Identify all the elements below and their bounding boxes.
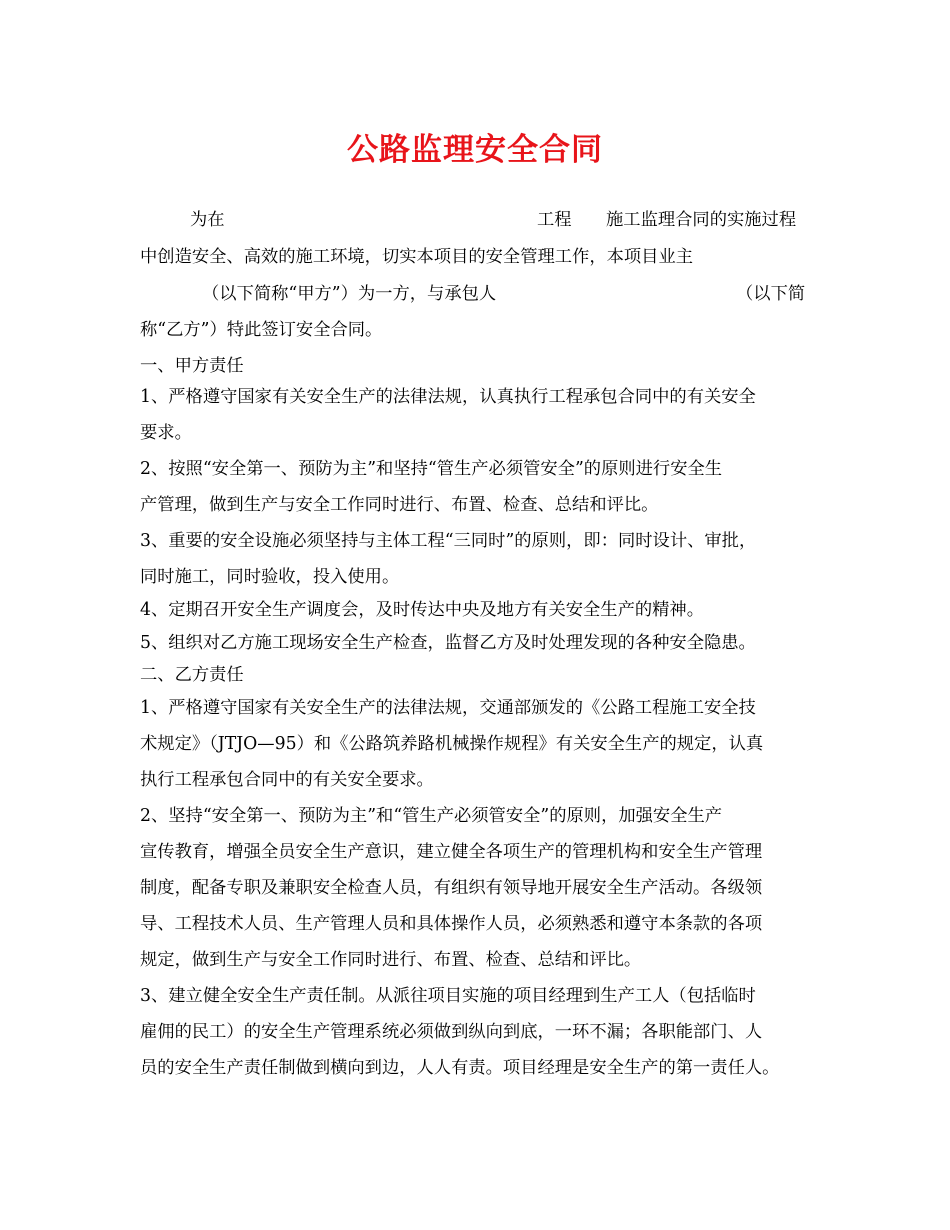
intro-line-2: 中创造安全、高效的施工环境，切实本项目的安全管理工作，本项目业主 bbox=[140, 247, 694, 267]
paragraph-line: 3、建立健全安全生产责任制。从派往项目实施的项目经理到生产工人（包括临时 bbox=[140, 986, 756, 1006]
intro-text: （以下简称“甲方”）为一方，与承包人 bbox=[202, 284, 497, 304]
intro-line-4: 称“乙方”）特此签订安全合同。 bbox=[140, 320, 383, 340]
paragraph-line: 制度，配备专职及兼职安全检查人员，有组织有领导地开展安全生产活动。各级领 bbox=[140, 878, 763, 898]
paragraph-line: 2、坚持“安全第一、预防为主”和“管生产必须管安全”的原则，加强安全生产 bbox=[140, 806, 723, 826]
intro-text: 施工监理合同的实施过程 bbox=[606, 210, 797, 230]
paragraph-line: 4、定期召开安全生产调度会，及时传达中央及地方有关安全生产的精神。 bbox=[140, 600, 704, 620]
paragraph-line: 5、组织对乙方施工现场安全生产检查，监督乙方及时处理发现的各种安全隐患。 bbox=[140, 633, 756, 653]
paragraph-line: 术规定》（JTJO—95）和《公路筑养路机械操作规程》有关安全生产的规定，认真 bbox=[140, 734, 764, 754]
intro-text: （以下简 bbox=[736, 284, 806, 304]
paragraph-line: 要求。 bbox=[140, 423, 192, 443]
paragraph-line: 2、按照“安全第一、预防为主”和坚持“管生产必须管安全”的原则进行安全生 bbox=[140, 459, 723, 479]
intro-text: 工程 bbox=[537, 210, 572, 230]
paragraph-line: 规定，做到生产与安全工作同时进行、布置、检查、总结和评比。 bbox=[140, 950, 642, 970]
paragraph-line: 同时施工，同时验收，投入使用。 bbox=[140, 567, 400, 587]
paragraph-line: 执行工程承包合同中的有关安全要求。 bbox=[140, 770, 434, 790]
section-heading: 一、甲方责任 bbox=[140, 356, 244, 376]
document-title: 公路监理安全合同 bbox=[347, 132, 603, 168]
paragraph-line: 产管理，做到生产与安全工作同时进行、布置、检查、总结和评比。 bbox=[140, 495, 659, 515]
section-heading: 二、乙方责任 bbox=[140, 665, 244, 685]
intro-text: 为在 bbox=[190, 210, 225, 230]
paragraph-line: 员的安全生产责任制做到横向到边，人人有责。项目经理是安全生产的第一责任人。 bbox=[140, 1058, 780, 1078]
paragraph-line: 1、严格遵守国家有关安全生产的法律法规，认真执行工程承包合同中的有关安全 bbox=[140, 387, 756, 407]
paragraph-line: 雇佣的民工）的安全生产管理系统必须做到纵向到底，一环不漏；各职能部门、人 bbox=[140, 1022, 763, 1042]
paragraph-line: 导、工程技术人员、生产管理人员和具体操作人员，必须熟悉和遵守本条款的各项 bbox=[140, 914, 763, 934]
paragraph-line: 宣传教育，增强全员安全生产意识，建立健全各项生产的管理机构和安全生产管理 bbox=[140, 842, 763, 862]
paragraph-line: 3、重要的安全设施必须坚持与主体工程“三同时”的原则，即：同时设计、审批， bbox=[140, 531, 757, 551]
paragraph-line: 1、严格遵守国家有关安全生产的法律法规，交通部颁发的《公路工程施工安全技 bbox=[140, 698, 756, 718]
